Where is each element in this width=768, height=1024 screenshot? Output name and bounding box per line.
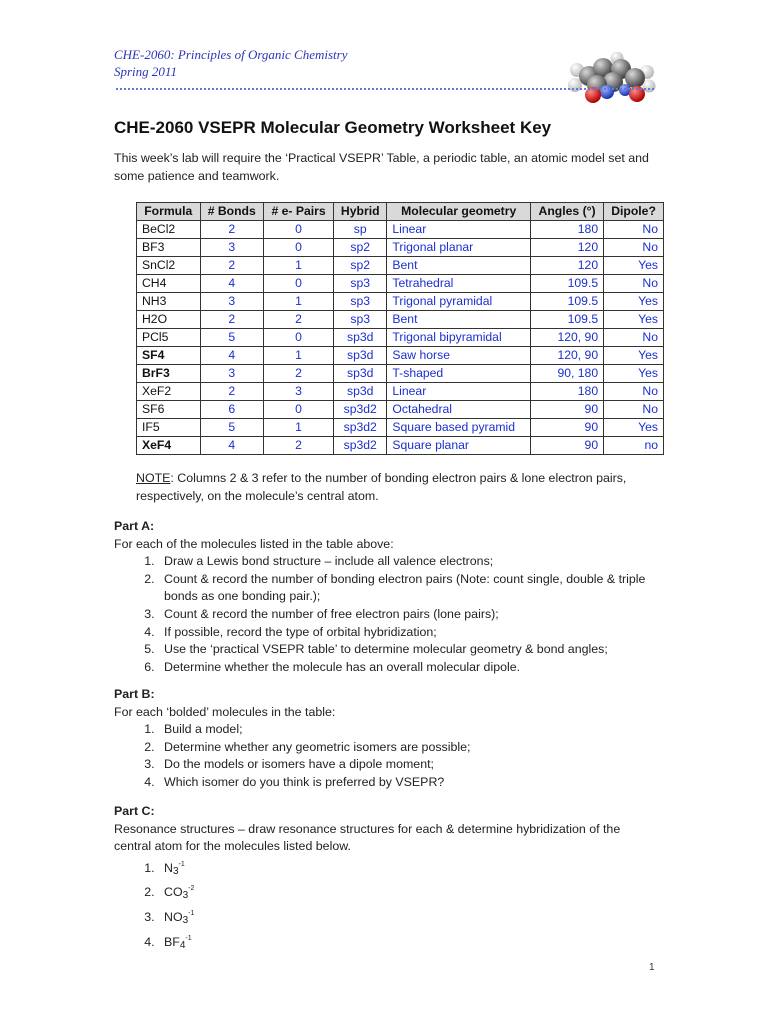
molecule-model-image: [567, 52, 659, 104]
course-header: [114, 46, 348, 80]
table-row: [137, 275, 664, 293]
cell-formula: H2O: [137, 311, 201, 329]
list-item: 2. Count & record the number of bonding electron pairs (Note: count single, double & triple bonds as one bonding pair.);: [158, 571, 659, 606]
cell-geometry: Bent: [387, 311, 531, 329]
table-row: [137, 221, 664, 239]
course-term: Spring 2011: [114, 64, 177, 79]
note-text: : Columns 2 & 3 refer to the number of bonding electron pairs & lone electron pairs, respectively, on the molecule’s central atom.: [136, 471, 627, 503]
cell-formula: BeCl2: [137, 221, 201, 239]
column-header: Hybrid: [334, 203, 387, 221]
cell-dipole: No: [604, 221, 664, 239]
cell-geometry: Saw horse: [387, 347, 531, 365]
cell-pairs: 2: [264, 437, 334, 455]
cell-angles: 120: [531, 239, 604, 257]
cell-pairs: 0: [264, 401, 334, 419]
cell-bonds: 3: [200, 365, 264, 383]
cell-bonds: 2: [200, 221, 264, 239]
cell-formula: IF5: [137, 419, 201, 437]
part-b-section: [114, 686, 659, 792]
part-a-lead: For each of the molecules listed in the table above:: [114, 536, 394, 551]
cell-dipole: Yes: [604, 365, 664, 383]
cell-angles: 180: [531, 383, 604, 401]
cell-formula: XeF2: [137, 383, 201, 401]
cell-formula: SF6: [137, 401, 201, 419]
intro-paragraph: This week’s lab will require the ‘Practical VSEPR’ Table, a periodic table, an atomic model set and some patience and teamwork.: [114, 151, 649, 183]
part-b-list: [114, 721, 659, 791]
table-row: [137, 293, 664, 311]
cell-angles: 120, 90: [531, 329, 604, 347]
cell-angles: 90: [531, 419, 604, 437]
cell-bonds: 5: [200, 419, 264, 437]
cell-geometry: Octahedral: [387, 401, 531, 419]
cell-dipole: Yes: [604, 257, 664, 275]
list-item: 1. Build a model;: [158, 721, 659, 739]
list-item: 1. Draw a Lewis bond structure – include all valence electrons;: [158, 553, 659, 571]
cell-pairs: 0: [264, 275, 334, 293]
cell-dipole: Yes: [604, 347, 664, 365]
cell-formula: SnCl2: [137, 257, 201, 275]
column-header: Molecular geometry: [387, 203, 531, 221]
header-divider: [116, 88, 654, 90]
cell-bonds: 2: [200, 311, 264, 329]
cell-pairs: 2: [264, 311, 334, 329]
cell-hybrid: sp3d: [334, 347, 387, 365]
table-row: [137, 383, 664, 401]
table-row: [137, 419, 664, 437]
cell-hybrid: sp2: [334, 257, 387, 275]
cell-angles: 109.5: [531, 311, 604, 329]
page-number: 1: [649, 962, 655, 973]
cell-bonds: 3: [200, 293, 264, 311]
list-item: 6. Determine whether the molecule has an overall molecular dipole.: [158, 659, 659, 677]
cell-dipole: No: [604, 329, 664, 347]
list-item: 2. Determine whether any geometric isomers are possible;: [158, 739, 659, 757]
table-row: [137, 401, 664, 419]
list-item: 3. Do the models or isomers have a dipole moment;: [158, 756, 659, 774]
cell-bonds: 6: [200, 401, 264, 419]
cell-geometry: T-shaped: [387, 365, 531, 383]
cell-formula: CH4: [137, 275, 201, 293]
part-c-list: [114, 856, 659, 954]
hydrogen-atom: [643, 80, 656, 93]
cell-pairs: 1: [264, 293, 334, 311]
cell-dipole: No: [604, 401, 664, 419]
column-header: Formula: [137, 203, 201, 221]
cell-hybrid: sp2: [334, 239, 387, 257]
cell-bonds: 2: [200, 383, 264, 401]
cell-hybrid: sp3d2: [334, 401, 387, 419]
cell-bonds: 2: [200, 257, 264, 275]
cell-dipole: No: [604, 239, 664, 257]
cell-dipole: Yes: [604, 293, 664, 311]
cell-geometry: Trigonal bipyramidal: [387, 329, 531, 347]
cell-pairs: 0: [264, 221, 334, 239]
course-title: CHE-2060: Principles of Organic Chemistry: [114, 47, 348, 62]
cell-bonds: 5: [200, 329, 264, 347]
cell-angles: 90: [531, 401, 604, 419]
list-item: 3. $NO_3^{-1}$: [158, 905, 659, 930]
cell-angles: 120: [531, 257, 604, 275]
cell-hybrid: sp3d2: [334, 419, 387, 437]
cell-geometry: Trigonal planar: [387, 239, 531, 257]
cell-pairs: 3: [264, 383, 334, 401]
cell-geometry: Bent: [387, 257, 531, 275]
cell-hybrid: sp3d2: [334, 437, 387, 455]
cell-formula: XeF4: [137, 437, 201, 455]
cell-angles: 180: [531, 221, 604, 239]
cell-dipole: no: [604, 437, 664, 455]
note-label: NOTE: [136, 471, 171, 485]
table-row: [137, 311, 664, 329]
part-b-lead: For each ‘bolded’ molecules in the table:: [114, 704, 336, 719]
cell-angles: 109.5: [531, 275, 604, 293]
list-item: 3. Count & record the number of free electron pairs (lone pairs);: [158, 606, 659, 624]
table-row: [137, 239, 664, 257]
cell-bonds: 3: [200, 239, 264, 257]
cell-pairs: 0: [264, 329, 334, 347]
cell-bonds: 4: [200, 275, 264, 293]
cell-hybrid: sp3: [334, 293, 387, 311]
cell-formula: NH3: [137, 293, 201, 311]
cell-formula: BrF3: [137, 365, 201, 383]
cell-dipole: No: [604, 275, 664, 293]
cell-pairs: 0: [264, 239, 334, 257]
cell-angles: 109.5: [531, 293, 604, 311]
cell-pairs: 1: [264, 257, 334, 275]
cell-hybrid: sp3d: [334, 329, 387, 347]
part-c-lead: Resonance structures – draw resonance structures for each & determine hybridization of the central atom for the molecules listed below.: [114, 821, 621, 854]
part-a-section: [114, 518, 659, 676]
list-item: 4. If possible, record the type of orbital hybridization;: [158, 624, 659, 642]
cell-geometry: Linear: [387, 383, 531, 401]
cell-formula: SF4: [137, 347, 201, 365]
cell-hybrid: sp3: [334, 275, 387, 293]
cell-formula: PCl5: [137, 329, 201, 347]
cell-dipole: Yes: [604, 311, 664, 329]
part-b-heading: Part B:: [114, 687, 155, 701]
cell-pairs: 1: [264, 347, 334, 365]
table-row: [137, 257, 664, 275]
list-item: 4. Which isomer do you think is preferred by VSEPR?: [158, 774, 659, 792]
page-title: CHE-2060 VSEPR Molecular Geometry Worksheet Key: [114, 118, 552, 137]
cell-geometry: Square planar: [387, 437, 531, 455]
cell-geometry: Trigonal pyramidal: [387, 293, 531, 311]
cell-angles: 120, 90: [531, 347, 604, 365]
cell-pairs: 1: [264, 419, 334, 437]
cell-angles: 90, 180: [531, 365, 604, 383]
list-item: 4. $BF_4^{-1}$: [158, 930, 659, 955]
column-header: # Bonds: [200, 203, 264, 221]
vsepr-table: [136, 202, 664, 455]
table-header-row: [137, 203, 664, 221]
note-paragraph: [136, 469, 666, 505]
table-row: [137, 329, 664, 347]
table-row: [137, 347, 664, 365]
column-header: Dipole?: [604, 203, 664, 221]
cell-hybrid: sp3d: [334, 365, 387, 383]
column-header: # e- Pairs: [264, 203, 334, 221]
cell-hybrid: sp3d: [334, 383, 387, 401]
part-c-section: [114, 803, 659, 954]
cell-dipole: Yes: [604, 419, 664, 437]
cell-pairs: 2: [264, 365, 334, 383]
column-header: Angles (°): [531, 203, 604, 221]
part-c-heading: Part C:: [114, 804, 155, 818]
cell-bonds: 4: [200, 437, 264, 455]
cell-geometry: Tetrahedral: [387, 275, 531, 293]
cell-hybrid: sp: [334, 221, 387, 239]
list-item: 2. $CO_3^{-2}$: [158, 880, 659, 905]
part-a-list: [114, 553, 659, 676]
cell-formula: BF3: [137, 239, 201, 257]
cell-geometry: Square based pyramid: [387, 419, 531, 437]
cell-angles: 90: [531, 437, 604, 455]
part-a-heading: Part A:: [114, 519, 155, 533]
cell-geometry: Linear: [387, 221, 531, 239]
list-item: 5. Use the ‘practical VSEPR table’ to determine molecular geometry & bond angles;: [158, 641, 659, 659]
table-row: [137, 365, 664, 383]
table-row: [137, 437, 664, 455]
list-item: 1. $N_3^{-1}$: [158, 856, 659, 881]
cell-hybrid: sp3: [334, 311, 387, 329]
cell-dipole: No: [604, 383, 664, 401]
cell-bonds: 4: [200, 347, 264, 365]
